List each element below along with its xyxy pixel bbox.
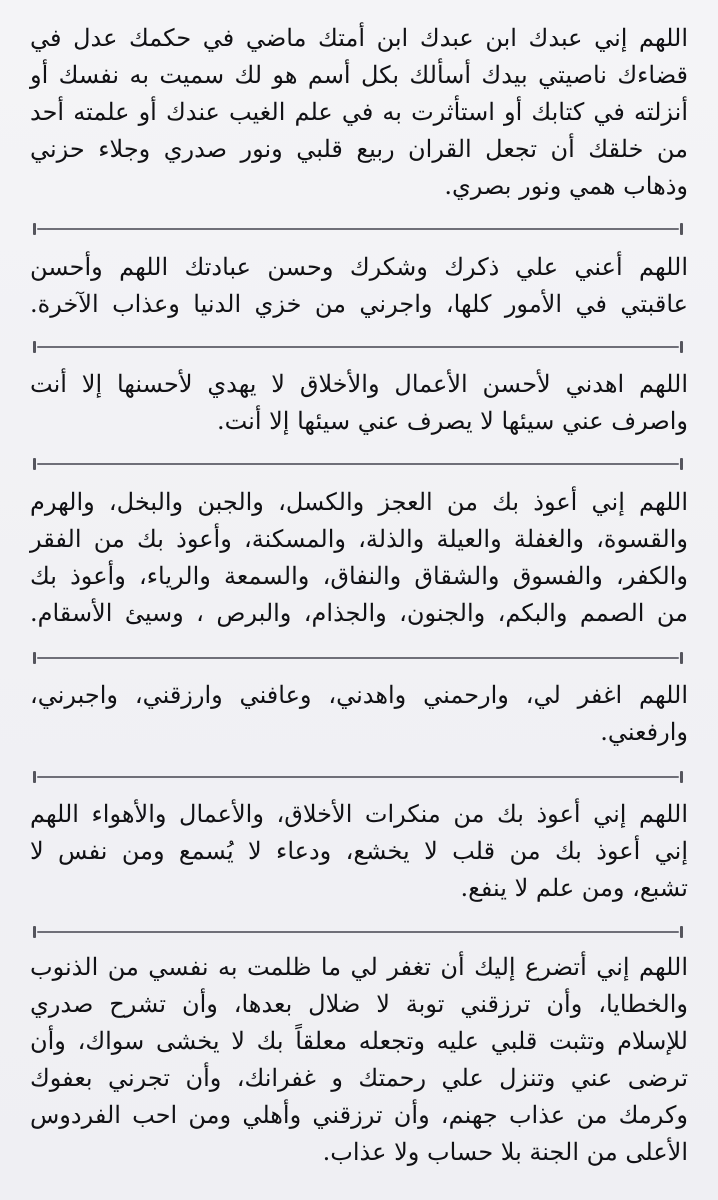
dua-line: أنزلته في كتابك أو استأثرت به في علم الغيب عندك أو علمته أحد	[30, 98, 688, 126]
dua-line: اللهم اهدني لأحسن الأعمال والأخلاق لا يهدي لأحسنها إلا أنت	[30, 370, 688, 398]
divider-end-cap	[680, 223, 683, 235]
divider-line	[37, 776, 679, 778]
divider	[33, 222, 683, 236]
divider-line	[37, 463, 679, 465]
dua-line: اللهم إني أتضرع إليك أن تغفر لي ما ظلمت به نفسي من الذنوب	[30, 953, 688, 981]
divider	[33, 340, 683, 354]
divider-end-cap	[33, 341, 36, 353]
divider	[33, 457, 683, 471]
dua-line: اللهم إني أعوذ بك من العجز والكسل، والجبن والبخل، والهرم	[30, 488, 688, 516]
dua-block-1	[30, 20, 688, 205]
dua-line: اللهم اغفر لي، وارحمني واهدني، وعافني وارزقني، واجبرني،	[30, 681, 688, 709]
divider-end-cap	[33, 458, 36, 470]
divider-end-cap	[680, 341, 683, 353]
dua-block-5	[30, 677, 688, 751]
dua-line: من خلقك أن تجعل القران ربيع قلبي ونور صدري وجلاء حزني	[30, 135, 688, 163]
dua-line: اللهم إني أعوذ بك من منكرات الأخلاق، والأعمال والأهواء اللهم	[30, 800, 688, 828]
dua-line: قضاءك ناصيتي بيدك أسألك بكل أسم هو لك سميت به نفسك أو	[30, 61, 688, 89]
divider	[33, 925, 683, 939]
divider-end-cap	[680, 652, 683, 664]
dua-line: وكرمك من عذاب جهنم، وأن ترزقني وأهلي ومن احب الفردوس	[30, 1101, 688, 1129]
dua-block-7	[30, 949, 688, 1171]
dua-line: للإسلام وتثبت قلبي عليه وتجعله معلقاً بك لا يخشى سواك، وأن	[30, 1027, 688, 1055]
divider-end-cap	[680, 926, 683, 938]
dua-line: اللهم إني عبدك ابن عبدك ابن أمتك ماضي في حكمك عدل في	[30, 24, 688, 52]
divider-end-cap	[33, 652, 36, 664]
dua-line: والقسوة، والغفلة والعيلة والذلة، والمسكنة، وأعوذ بك من الفقر	[30, 525, 688, 553]
dua-line: اللهم أعني علي ذكرك وشكرك وحسن عبادتك اللهم وأحسن	[30, 253, 688, 281]
dua-line: من الصمم والبكم، والجنون، والجذام، والبرص ، وسيئ الأسقام.	[30, 599, 688, 627]
dua-line: عاقبتي في الأمور كلها، واجرني من خزي الدنيا وعذاب الآخرة.	[30, 290, 688, 318]
dua-line: وارفعني.	[600, 718, 688, 746]
divider	[33, 770, 683, 784]
divider-line	[37, 346, 679, 348]
divider-end-cap	[33, 926, 36, 938]
dua-line: والكفر، والفسوق والشقاق والنفاق، والسمعة والرياء، وأعوذ بك	[30, 562, 688, 590]
divider-line	[37, 657, 679, 659]
dua-line: تشبع، ومن علم لا ينفع.	[460, 874, 688, 902]
dua-line: ترضى عني وتنزل علي رحمتك و غفرانك، وأن تجرني بعفوك	[30, 1064, 688, 1092]
dua-block-3	[30, 366, 688, 440]
divider-end-cap	[680, 458, 683, 470]
dua-line: إني أعوذ بك من قلب لا يخشع، ودعاء لا يُسمع ومن نفس لا	[30, 837, 688, 865]
dua-block-2	[30, 249, 688, 323]
dua-block-6	[30, 796, 688, 907]
divider-end-cap	[33, 223, 36, 235]
divider	[33, 651, 683, 665]
dua-line: والخطايا، وأن ترزقني توبة لا ضلال بعدها، وأن تشرح صدري	[30, 990, 688, 1018]
dua-line: واصرف عني سيئها لا يصرف عني سيئها إلا أنت.	[216, 407, 688, 435]
dua-line: الأعلى من الجنة بلا حساب ولا عذاب.	[322, 1138, 688, 1166]
dua-block-4	[30, 484, 688, 632]
dua-line: وذهاب همي ونور بصري.	[444, 172, 688, 200]
divider-end-cap	[680, 771, 683, 783]
divider-end-cap	[33, 771, 36, 783]
divider-line	[37, 931, 679, 933]
divider-line	[37, 228, 679, 230]
